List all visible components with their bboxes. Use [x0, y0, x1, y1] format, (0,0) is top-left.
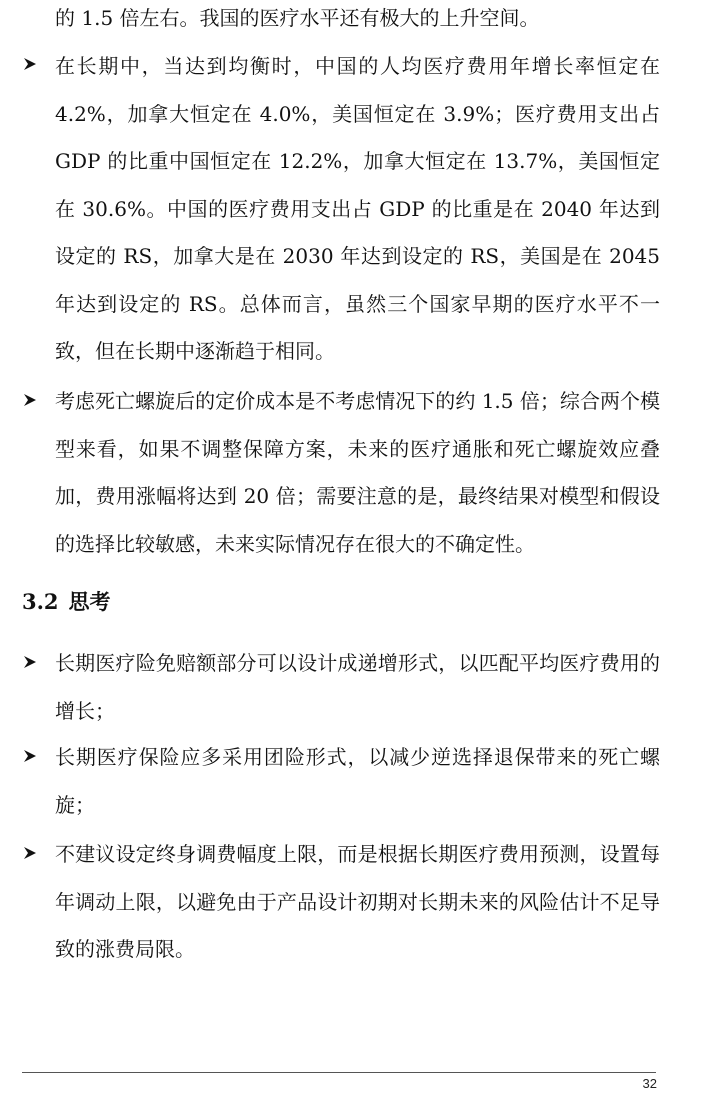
section-heading — [22, 580, 111, 624]
bullet-paragraph-deductible: 长期医疗险免赔额部分可以设计成递增形式，以匹配平均医疗费用的增长； — [55, 651, 660, 723]
arrow-bullet-icon — [22, 845, 42, 865]
arrow-bullet-icon — [22, 654, 42, 674]
continuation-paragraph: 的 1.5 倍左右。我国的医疗水平还有极大的上升空间。 — [55, 6, 540, 30]
page-number: 32 — [642, 1076, 657, 1091]
footer-divider — [22, 1072, 656, 1073]
bullet-paragraph-premium-cap: 不建议设定终身调费幅度上限，而是根据长期医疗费用预测，设置每年调动上限，以避免由于产品设计初期对长期未来的风险估计不足导致的涨费局限。 — [55, 842, 660, 961]
arrow-bullet-icon — [22, 56, 42, 76]
bullet-paragraph-group-insurance: 长期医疗保险应多采用团险形式，以减少逆选择退保带来的死亡螺旋； — [55, 745, 660, 817]
arrow-bullet-icon — [22, 392, 42, 412]
arrow-bullet-icon — [22, 748, 42, 768]
section-title: 思考 — [68, 589, 111, 614]
bullet-paragraph-long-term-equilibrium: 在长期中，当达到均衡时，中国的人均医疗费用年增长率恒定在 4.2%，加拿大恒定在 4.0%，美国恒定在 3.9%；医疗费用支出占 GDP 的比重中国恒定在 12.2%，加拿大恒定在 13.7%，美国恒定在 30.6%。中国的医疗费用支出占 GDP 的比重是在 2040 年达到设定的 RS，加拿大是在 2030 年达到设定的 RS，美国是在 2045 年达到设定的 RS。总体而言，虽然三个国家早期的医疗水平不一致，但在长期中逐渐趋于相同。 — [55, 54, 660, 363]
bullet-paragraph-death-spiral: 考虑死亡螺旋后的定价成本是不考虑情况下的约 1.5 倍；综合两个模型来看，如果不调整保障方案，未来的医疗通胀和死亡螺旋效应叠加，费用涨幅将达到 20 倍；需要注意的是，最终结果对模型和假设的选择比较敏感，未来实际情况存在很大的不确定性。 — [55, 389, 660, 556]
section-number: 3.2 — [22, 589, 59, 614]
